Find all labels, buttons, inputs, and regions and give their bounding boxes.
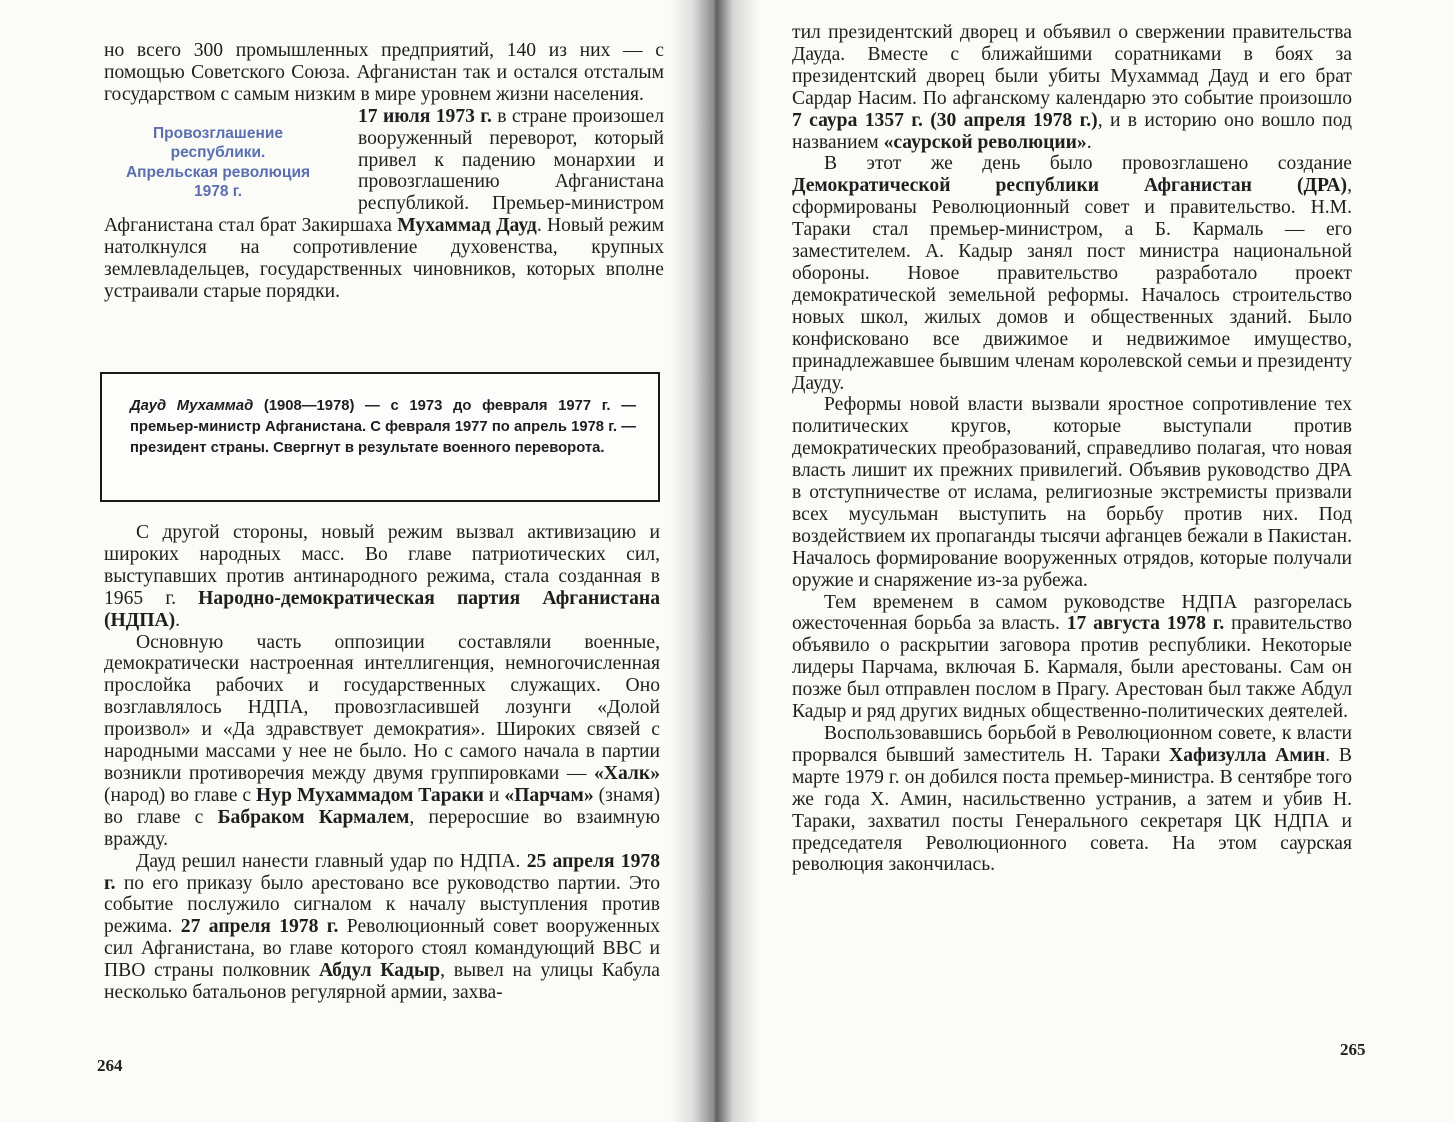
left-page bbox=[0, 0, 712, 1122]
faction-bold: «Парчам» bbox=[504, 784, 594, 806]
date-bold: 7 саура 1357 г. (30 апреля 1978 г.) bbox=[792, 109, 1098, 131]
side-heading-line: 1978 г. bbox=[194, 183, 242, 201]
paragraph bbox=[792, 723, 1352, 876]
paragraph bbox=[792, 592, 1352, 723]
party-name-bold: Народно-демократическая партия Афганистана (НДПА) bbox=[104, 587, 660, 631]
paragraph bbox=[792, 153, 1352, 394]
page-number-right: 265 bbox=[1340, 1040, 1366, 1059]
text-run: Тем временем в самом руководстве НДПА разгорелась ожесточенная борьба за власть. bbox=[792, 591, 1352, 635]
text-run: (знамя) во главе с bbox=[104, 784, 660, 828]
paragraph: Реформы новой власти вызвали яростное сопротивление тех политических кругов, которые выступали против демократических преобразований, справедливо полагая, что новая власть лишит их прежних привилегий. Объявив руководство ДРА в отступничестве от ислама, религиозные экстремисты призвали всех мусульман выступить на борьбу против них. Под воздействием их пропаганды тысячи афганцев бежали в Пакистан. Началось формирование вооруженных отрядов, которые получали оружие и снаряжение из-за рубежа. bbox=[792, 394, 1352, 591]
paragraph bbox=[104, 632, 660, 851]
book-gutter-shadow bbox=[670, 0, 760, 1122]
text-run: и bbox=[483, 784, 505, 806]
text-run: , сформированы Революционный совет и правительство. Н.М. Тараки стал премьер-министром, а Б. Кармаль — его заместителем. А. Кадыр занял пост министра национальной обороны. Новое правительство разработало проект демократической земельной реформы. Началось строительство новых школ, жилых домов и общественных зданий. Было конфисковано все движимое и недвижимое имущество, принадлежавшее бывшим членам королевской семьи и президенту Дауду. bbox=[792, 175, 1352, 394]
text-run: В этот же день было провозглашено создание bbox=[824, 153, 1352, 175]
date-bold: 17 августа 1978 г. bbox=[1066, 613, 1225, 635]
date-bold: 17 июля 1973 г. bbox=[358, 105, 492, 127]
text-run: Воспользовавшись борьбой в Революционном совете, к власти прорвался бывший заместитель Н. Тараки bbox=[792, 723, 1352, 766]
text-run: , и в историю оно вошло под названием bbox=[792, 109, 1352, 153]
paragraph bbox=[104, 522, 660, 632]
name-bold: Бабраком Кармалем bbox=[217, 806, 410, 828]
term-bold: «саурской революции» bbox=[883, 131, 1087, 153]
page-number-left: 264 bbox=[97, 1056, 123, 1075]
text-run: . В марте 1979 г. он добился поста премьер-министра. В сентябре того же года Х. Амин, насильственно устранив, а затем и убив Н. Тараки, захватил посты Генерального секретаря ЦК НДПА и председателя Революционного совета. На этом саурская революция закончилась. bbox=[792, 744, 1352, 876]
text-run: Основную часть оппозиции составляли военные, демократически настроенная интеллигенция, немногочисленная прослойка рабочих и государственных служащих. Оно возглавлялось НДПА, провозгласившей лозунги «Долой произвол» и «Да здравствует демократия». Широких связей с народными массами у нее не было. Но с самого начала в партии возникли противоречия между двумя группировками — bbox=[104, 631, 660, 784]
biography-text bbox=[130, 396, 636, 459]
side-heading-line: Провозглашение bbox=[153, 124, 283, 142]
name-bold: Хафизулла Амин bbox=[1169, 744, 1326, 766]
biography-box bbox=[100, 372, 660, 502]
text-run: в стране произошел вооруженный переворот, который привел к падению монархии и провозглашению Афганистана республикой. Премьер-министром Афганистана стал брат Закиршаха bbox=[104, 105, 664, 237]
text-run: , переросшие во взаимную вражду. bbox=[104, 806, 660, 850]
left-bottom-text bbox=[104, 522, 660, 1004]
text-run: , вывел на улицы Кабула несколько батальонов регулярной армии, захва- bbox=[104, 960, 660, 1004]
name-bold: Абдул Кадыр bbox=[318, 960, 441, 982]
text-run: (народ) во главе с bbox=[104, 784, 257, 806]
text-run: . bbox=[1086, 131, 1092, 153]
right-text bbox=[792, 22, 1352, 876]
side-heading-line: Апрельская революция bbox=[125, 163, 311, 181]
faction-bold: «Халк» bbox=[594, 762, 660, 784]
text-run: тил президентский дворец и объявил о свержении правительства Дауда. Вместе с ближайшими соратниками в боях за президентский дворец были убиты Мухаммад Дауд и его брат Сардар Насим. По афганскому календарю это событие произошло bbox=[792, 22, 1352, 109]
intro-paragraph: но всего 300 промышленных предприятий, 140 из них — с помощью Советского Союза. Афганистан так и остался отсталым государством с самым низким в мире уровнем жизни населения. bbox=[104, 40, 664, 105]
text-run: С другой стороны, новый режим вызвал активизацию и широких народных масс. Во главе патриотических сил, выступавших против антинародного режима, стала созданная в 1965 г. bbox=[104, 522, 660, 609]
republic-section bbox=[104, 106, 664, 303]
text-run: по его приказу было арестовано все руководство партии. Это событие послужило сигналом к началу выступления против режима. bbox=[104, 872, 660, 938]
text-run: Революционный совет вооруженных сил Афганистана, во главе которого стоял командующий ВВС и ПВО страны полковник bbox=[104, 916, 661, 982]
side-heading-line: республики. bbox=[170, 144, 266, 162]
term-bold: Демократической республики Афганистан (ДРА) bbox=[792, 175, 1348, 197]
date-bold: 25 апреля 1978 г. bbox=[104, 850, 660, 894]
text-run: . bbox=[175, 609, 181, 631]
paragraph bbox=[104, 851, 660, 1004]
date-bold: 27 апреля 1978 г. bbox=[180, 916, 339, 938]
paragraph bbox=[792, 22, 1352, 153]
biography-name: Дауд Мухаммад bbox=[130, 398, 254, 414]
left-top-text bbox=[104, 40, 664, 303]
side-heading bbox=[104, 124, 340, 202]
biography-body: (1908—1978) — с 1973 до февраля 1977 г. — премьер-министр Афганистана. С февраля 1977 по апрель 1978 г. — президент страны. Свергнут в результате военного переворота. bbox=[130, 398, 636, 456]
text-run: Дауд решил нанести главный удар по НДПА. bbox=[136, 850, 527, 872]
text-run: . Новый режим натолкнулся на сопротивление духовенства, крупных землевладельцев, государственных чиновников, которых вполне устраивали старые порядки. bbox=[104, 215, 664, 302]
text-run: правительство объявило о раскрытии заговора против республики. Некоторые лидеры Парчама, включая Б. Кармаля, были арестованы. Сам он позже был отправлен послом в Прагу. Арестован был также Абдул Кадыр и ряд других видных общественно-политических деятелей. bbox=[792, 613, 1352, 723]
name-bold: Нур Мухаммадом Тараки bbox=[256, 784, 484, 806]
name-bold: Мухаммад Дауд bbox=[397, 215, 537, 237]
